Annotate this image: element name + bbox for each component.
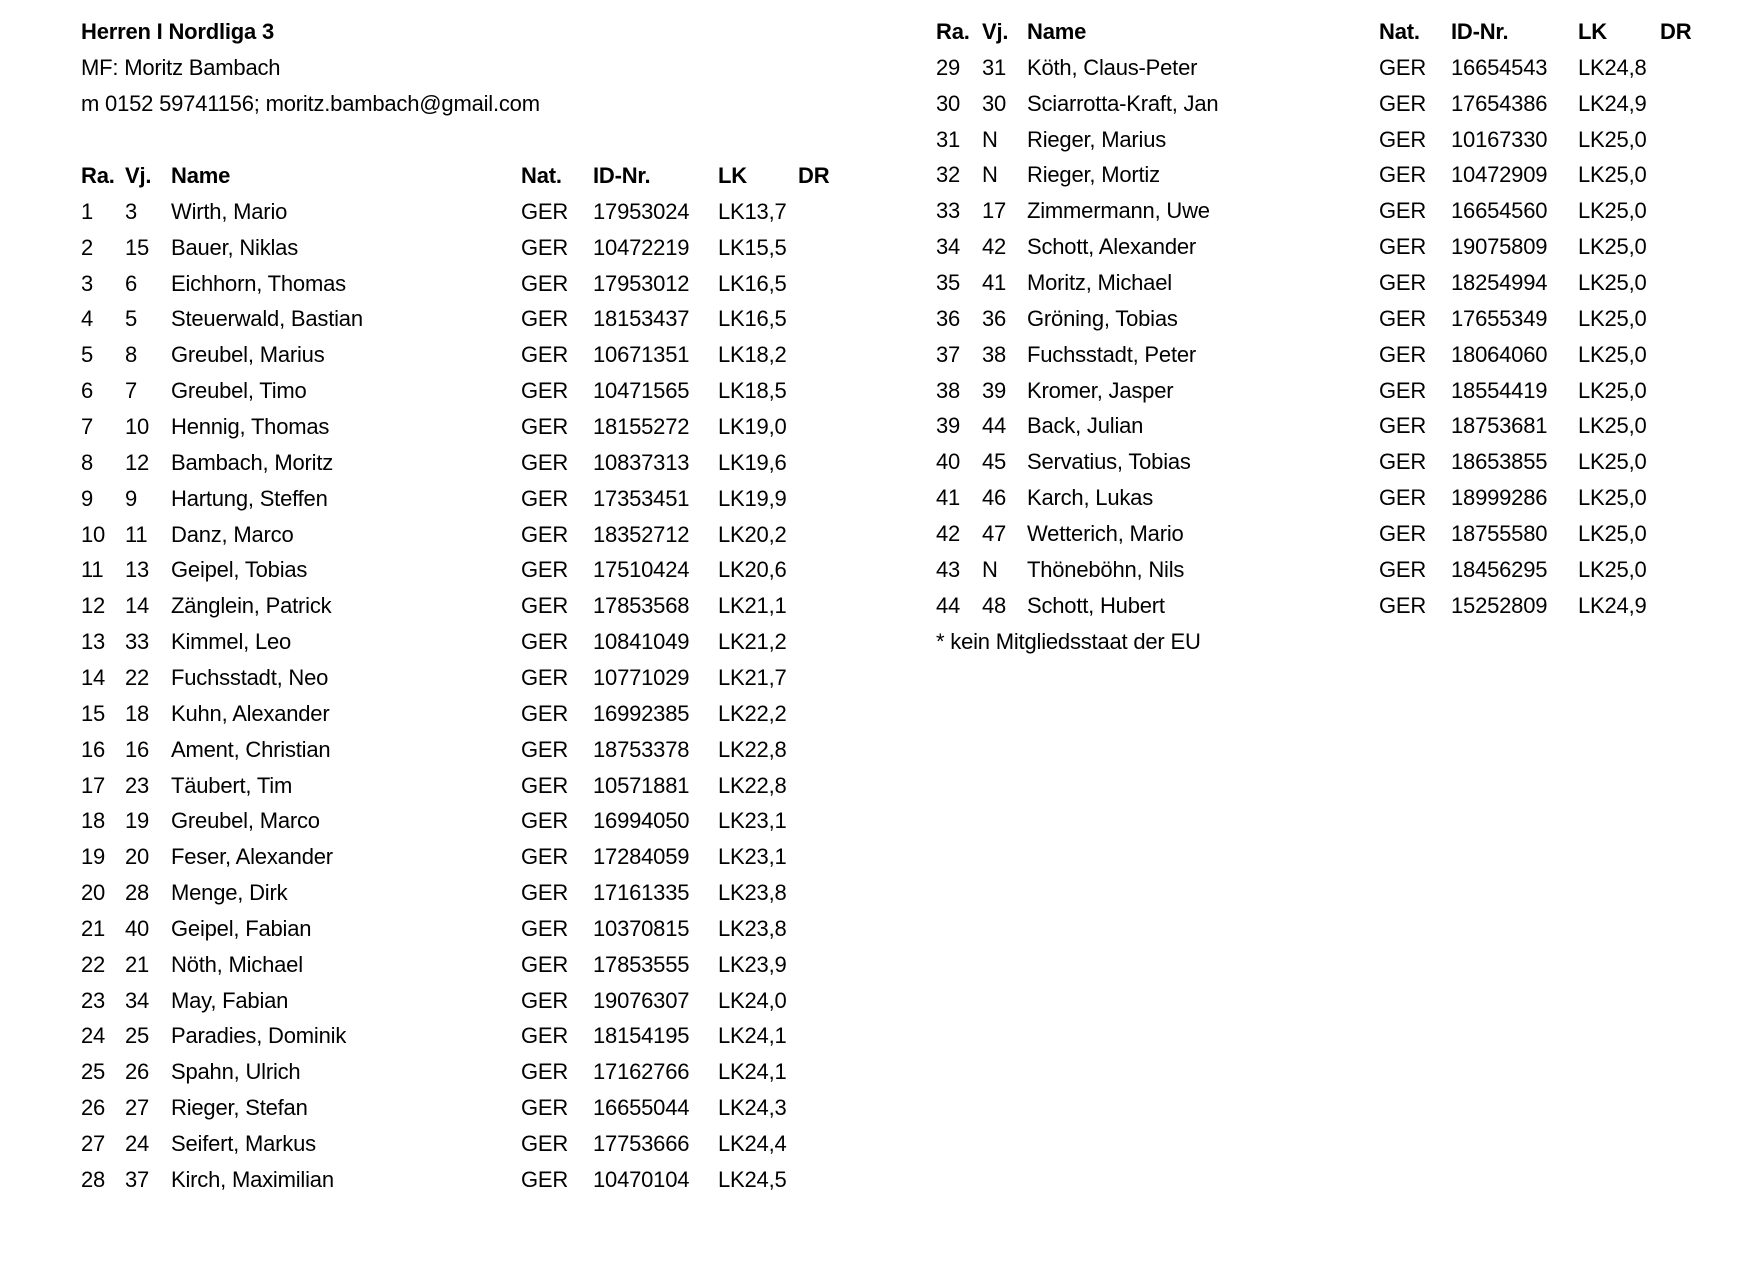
player-id: 18554419	[1451, 377, 1548, 403]
player-lk: LK24,4	[718, 1131, 787, 1156]
player-prev-year: 11	[125, 521, 148, 547]
player-prev-year: 17	[982, 198, 1007, 224]
player-rank: 24	[81, 1023, 106, 1049]
player-id: 17284059	[593, 844, 690, 870]
player-rank: 14	[81, 664, 106, 690]
team-title: Herren I Nordliga 3	[81, 19, 275, 44]
player-id: 16992385	[593, 700, 690, 726]
player-nationality: GER	[521, 808, 569, 834]
player-rank: 26	[81, 1095, 106, 1121]
player-rank: 12	[81, 593, 106, 619]
player-name: Köth, Claus-Peter	[1027, 54, 1198, 80]
player-nationality: GER	[521, 593, 569, 619]
player-lk: LK25,0	[1578, 485, 1647, 511]
footnote: * kein Mitgliedsstaat der EU	[936, 628, 1201, 654]
player-name: Karch, Lukas	[1027, 485, 1154, 511]
player-rank: 6	[81, 378, 94, 404]
player-id: 16654560	[1451, 198, 1548, 224]
player-prev-year: 33	[125, 629, 150, 655]
player-rank: 27	[81, 1131, 106, 1156]
player-prev-year: 9	[125, 485, 138, 511]
player-nationality: GER	[521, 772, 569, 798]
player-prev-year: 21	[125, 951, 150, 977]
player-name: Wetterich, Mario	[1027, 520, 1184, 546]
player-name: Schott, Alexander	[1027, 234, 1197, 260]
player-lk: LK25,0	[1578, 413, 1647, 439]
player-prev-year: 39	[982, 377, 1007, 403]
header-name: Name	[1027, 19, 1087, 44]
player-lk: LK22,8	[718, 736, 787, 762]
player-nationality: GER	[521, 664, 569, 690]
player-nationality: GER	[521, 951, 569, 977]
player-rank: 29	[936, 54, 961, 80]
player-rank: 20	[81, 880, 106, 905]
player-nationality: GER	[1379, 485, 1427, 511]
player-id: 18456295	[1451, 556, 1548, 582]
player-lk: LK19,9	[718, 485, 787, 511]
player-prev-year: 38	[982, 341, 1007, 367]
player-name: Greubel, Marius	[171, 342, 325, 368]
player-rank: 17	[81, 772, 106, 798]
player-lk: LK23,1	[718, 844, 787, 870]
player-lk: LK21,7	[718, 664, 787, 690]
player-nationality: GER	[1379, 90, 1427, 116]
player-name: Menge, Dirk	[171, 880, 288, 905]
player-name: Kuhn, Alexander	[171, 700, 330, 726]
player-id: 17853568	[593, 593, 690, 619]
player-lk: LK24,9	[1578, 592, 1647, 618]
player-id: 10771029	[593, 664, 690, 690]
player-prev-year: 5	[125, 306, 138, 332]
player-id: 18352712	[593, 521, 690, 547]
player-nationality: GER	[521, 736, 569, 762]
player-id: 17162766	[593, 1059, 690, 1085]
player-prev-year: 16	[125, 736, 150, 762]
player-name: Bambach, Moritz	[171, 449, 334, 475]
player-lk: LK24,3	[718, 1095, 787, 1121]
player-lk: LK24,8	[1578, 54, 1647, 80]
player-id: 17353451	[593, 485, 690, 511]
player-nationality: GER	[521, 1166, 569, 1192]
player-id: 18064060	[1451, 341, 1548, 367]
player-id: 18753681	[1451, 413, 1548, 439]
player-rank: 2	[81, 234, 94, 260]
player-prev-year: 27	[125, 1095, 150, 1121]
player-lk: LK23,8	[718, 880, 787, 905]
header-name: Name	[171, 163, 231, 188]
player-nationality: GER	[1379, 270, 1427, 295]
player-name: Back, Julian	[1027, 413, 1144, 439]
player-nationality: GER	[521, 700, 569, 726]
player-nationality: GER	[521, 521, 569, 547]
player-nationality: GER	[1379, 54, 1427, 80]
player-id: 17953024	[593, 198, 690, 224]
player-nationality: GER	[521, 915, 569, 941]
player-name: Zimmermann, Uwe	[1027, 198, 1210, 224]
player-rank: 15	[81, 700, 106, 726]
player-name: Rieger, Stefan	[171, 1095, 308, 1121]
player-lk: LK25,0	[1578, 126, 1647, 152]
player-id: 19076307	[593, 987, 690, 1013]
player-nationality: GER	[1379, 341, 1427, 367]
player-prev-year: 6	[125, 270, 138, 296]
player-nationality: GER	[521, 1059, 569, 1085]
player-name: Greubel, Timo	[171, 378, 307, 404]
player-prev-year: 28	[125, 880, 150, 905]
player-name: Kirch, Maximilian	[171, 1166, 334, 1192]
header-prev-year: Vj.	[125, 163, 152, 188]
player-name: Kimmel, Leo	[171, 629, 292, 655]
player-prev-year: 15	[125, 234, 150, 260]
player-rank: 18	[81, 808, 106, 834]
player-id: 16654543	[1451, 54, 1548, 80]
player-prev-year: N	[982, 556, 998, 582]
player-rank: 19	[81, 844, 106, 870]
player-name: Rieger, Mortiz	[1027, 162, 1160, 188]
player-prev-year: 34	[125, 987, 150, 1013]
player-rank: 33	[936, 198, 961, 224]
captain-contact: m 0152 59741156; moritz.bambach@gmail.com	[81, 91, 540, 116]
player-rank: 40	[936, 449, 961, 475]
player-prev-year: 13	[125, 557, 150, 583]
player-rank: 32	[936, 162, 961, 188]
player-prev-year: 3	[125, 198, 138, 224]
player-rank: 23	[81, 987, 106, 1013]
player-prev-year: N	[982, 162, 998, 188]
player-lk: LK23,1	[718, 808, 787, 834]
player-rank: 30	[936, 90, 961, 116]
player-nationality: GER	[1379, 162, 1427, 188]
player-lk: LK13,7	[718, 198, 787, 224]
player-prev-year: 42	[982, 234, 1007, 260]
header-prev-year: Vj.	[982, 19, 1009, 44]
player-name: Thöneböhn, Nils	[1027, 556, 1185, 582]
player-nationality: GER	[521, 844, 569, 870]
player-prev-year: 37	[125, 1166, 150, 1192]
player-rank: 13	[81, 629, 106, 655]
player-name: Feser, Alexander	[171, 844, 333, 870]
player-nationality: GER	[521, 198, 569, 224]
player-prev-year: 8	[125, 342, 138, 368]
header-nationality: Nat.	[521, 163, 562, 188]
player-name: Zänglein, Patrick	[171, 593, 332, 619]
player-prev-year: 14	[125, 593, 150, 619]
player-lk: LK25,0	[1578, 305, 1647, 331]
player-rank: 39	[936, 413, 961, 439]
player-nationality: GER	[521, 485, 569, 511]
player-prev-year: 23	[125, 772, 150, 798]
player-id: 10167330	[1451, 126, 1548, 152]
player-name: Wirth, Mario	[171, 198, 288, 224]
player-prev-year: 47	[982, 520, 1007, 546]
player-prev-year: 18	[125, 700, 150, 726]
player-nationality: GER	[1379, 377, 1427, 403]
player-id: 18153437	[593, 306, 690, 332]
player-lk: LK16,5	[718, 270, 787, 296]
player-lk: LK24,9	[1578, 90, 1647, 116]
player-lk: LK22,2	[718, 700, 787, 726]
player-rank: 37	[936, 341, 961, 367]
player-prev-year: 26	[125, 1059, 150, 1085]
player-name: Kromer, Jasper	[1027, 377, 1174, 403]
player-nationality: GER	[1379, 449, 1427, 475]
player-prev-year: 36	[982, 305, 1007, 331]
player-lk: LK20,2	[718, 521, 787, 547]
player-nationality: GER	[521, 270, 569, 296]
player-id: 10471565	[593, 378, 690, 404]
player-lk: LK25,0	[1578, 449, 1647, 475]
player-lk: LK25,0	[1578, 556, 1647, 582]
player-lk: LK25,0	[1578, 234, 1647, 260]
player-nationality: GER	[1379, 198, 1427, 224]
header-dr: DR	[1660, 19, 1692, 44]
player-rank: 1	[81, 198, 94, 224]
player-id: 18653855	[1451, 449, 1548, 475]
header-lk: LK	[1578, 19, 1607, 44]
player-prev-year: 44	[982, 413, 1007, 439]
player-id: 18254994	[1451, 270, 1548, 295]
player-rank: 9	[81, 485, 94, 511]
player-name: Fuchsstadt, Neo	[171, 664, 329, 690]
player-name: Servatius, Tobias	[1027, 449, 1191, 475]
header-id: ID-Nr.	[1451, 19, 1509, 44]
player-nationality: GER	[1379, 520, 1427, 546]
player-lk: LK19,6	[718, 449, 787, 475]
player-nationality: GER	[521, 234, 569, 260]
player-lk: LK21,1	[718, 593, 787, 619]
player-id: 17953012	[593, 270, 690, 296]
player-nationality: GER	[1379, 413, 1427, 439]
player-rank: 28	[81, 1166, 106, 1192]
player-id: 17655349	[1451, 305, 1548, 331]
player-prev-year: 20	[125, 844, 150, 870]
player-lk: LK21,2	[718, 629, 787, 655]
player-name: Eichhorn, Thomas	[171, 270, 346, 296]
player-rank: 41	[936, 485, 961, 511]
player-nationality: GER	[521, 378, 569, 404]
player-id: 10837313	[593, 449, 690, 475]
header-id: ID-Nr.	[593, 163, 651, 188]
header-lk: LK	[718, 163, 747, 188]
player-lk: LK15,5	[718, 234, 787, 260]
player-id: 10472219	[593, 234, 690, 260]
player-nationality: GER	[1379, 556, 1427, 582]
player-nationality: GER	[1379, 126, 1427, 152]
player-name: Greubel, Marco	[171, 808, 320, 834]
player-nationality: GER	[521, 987, 569, 1013]
player-id: 10472909	[1451, 162, 1548, 188]
player-rank: 36	[936, 305, 961, 331]
player-lk: LK24,0	[718, 987, 787, 1013]
player-nationality: GER	[521, 414, 569, 439]
player-prev-year: 48	[982, 592, 1007, 618]
player-rank: 8	[81, 449, 94, 475]
player-prev-year: 40	[125, 915, 150, 941]
player-lk: LK25,0	[1578, 341, 1647, 367]
player-id: 17510424	[593, 557, 690, 583]
player-name: Hartung, Steffen	[171, 485, 328, 511]
player-name: Seifert, Markus	[171, 1131, 316, 1156]
player-lk: LK24,1	[718, 1059, 787, 1085]
player-lk: LK23,8	[718, 915, 787, 941]
player-lk: LK25,0	[1578, 270, 1647, 295]
player-lk: LK25,0	[1578, 198, 1647, 224]
player-rank: 34	[936, 234, 961, 260]
player-name: Geipel, Fabian	[171, 915, 312, 941]
player-nationality: GER	[521, 342, 569, 368]
player-name: Rieger, Marius	[1027, 126, 1167, 152]
player-id: 10370815	[593, 915, 690, 941]
team-captain: MF: Moritz Bambach	[81, 55, 281, 80]
player-rank: 21	[81, 915, 106, 941]
player-prev-year: 24	[125, 1131, 150, 1156]
player-id: 18155272	[593, 414, 690, 439]
player-id: 10470104	[593, 1166, 690, 1192]
player-rank: 3	[81, 270, 94, 296]
player-prev-year: 41	[982, 270, 1007, 295]
player-lk: LK25,0	[1578, 520, 1647, 546]
player-prev-year: 10	[125, 414, 150, 439]
player-nationality: GER	[521, 1131, 569, 1156]
player-name: Fuchsstadt, Peter	[1027, 341, 1197, 367]
player-id: 10571881	[593, 772, 690, 798]
player-lk: LK22,8	[718, 772, 787, 798]
player-id: 16655044	[593, 1095, 690, 1121]
player-lk: LK23,9	[718, 951, 787, 977]
player-lk: LK18,5	[718, 378, 787, 404]
header-dr: DR	[798, 163, 830, 188]
player-nationality: GER	[521, 1095, 569, 1121]
player-prev-year: 19	[125, 808, 150, 834]
player-id: 18154195	[593, 1023, 690, 1049]
player-id: 17161335	[593, 880, 690, 905]
player-name: Sciarrotta-Kraft, Jan	[1027, 90, 1219, 116]
player-name: Geipel, Tobias	[171, 557, 308, 583]
player-name: Nöth, Michael	[171, 951, 303, 977]
player-lk: LK25,0	[1578, 162, 1647, 188]
player-name: Danz, Marco	[171, 521, 294, 547]
player-rank: 43	[936, 556, 961, 582]
player-nationality: GER	[521, 449, 569, 475]
player-prev-year: 12	[125, 449, 150, 475]
player-name: Gröning, Tobias	[1027, 305, 1178, 331]
player-prev-year: 31	[982, 54, 1007, 80]
player-id: 17753666	[593, 1131, 690, 1156]
player-prev-year: 25	[125, 1023, 150, 1049]
player-nationality: GER	[521, 880, 569, 905]
player-lk: LK16,5	[718, 306, 787, 332]
header-nationality: Nat.	[1379, 19, 1420, 44]
player-nationality: GER	[1379, 234, 1427, 260]
player-name: Hennig, Thomas	[171, 414, 330, 439]
player-id: 15252809	[1451, 592, 1548, 618]
player-id: 10841049	[593, 629, 690, 655]
player-nationality: GER	[521, 557, 569, 583]
player-rank: 7	[81, 414, 94, 439]
player-rank: 42	[936, 520, 961, 546]
player-rank: 5	[81, 342, 94, 368]
player-name: Schott, Hubert	[1027, 592, 1165, 618]
player-lk: LK24,5	[718, 1166, 787, 1192]
player-id: 17853555	[593, 951, 690, 977]
player-nationality: GER	[521, 629, 569, 655]
player-id: 18755580	[1451, 520, 1548, 546]
player-lk: LK24,1	[718, 1023, 787, 1049]
player-rank: 22	[81, 951, 106, 977]
player-name: Bauer, Niklas	[171, 234, 299, 260]
player-name: Moritz, Michael	[1027, 270, 1172, 295]
player-name: Paradies, Dominik	[171, 1023, 347, 1049]
player-prev-year: 22	[125, 664, 150, 690]
player-name: Täubert, Tim	[171, 772, 293, 798]
player-name: May, Fabian	[171, 987, 289, 1013]
player-nationality: GER	[1379, 305, 1427, 331]
player-id: 17654386	[1451, 90, 1548, 116]
player-prev-year: 46	[982, 485, 1007, 511]
player-name: Steuerwald, Bastian	[171, 306, 363, 332]
player-id: 16994050	[593, 808, 690, 834]
header-rank: Ra.	[81, 163, 115, 188]
player-rank: 35	[936, 270, 961, 295]
player-rank: 11	[81, 557, 104, 583]
player-id: 10671351	[593, 342, 690, 368]
player-prev-year: 7	[125, 378, 138, 404]
player-prev-year: 45	[982, 449, 1007, 475]
player-lk: LK20,6	[718, 557, 787, 583]
player-rank: 44	[936, 592, 961, 618]
player-nationality: GER	[521, 306, 569, 332]
player-id: 19075809	[1451, 234, 1548, 260]
player-rank: 25	[81, 1059, 106, 1085]
player-prev-year: 30	[982, 90, 1007, 116]
player-nationality: GER	[521, 1023, 569, 1049]
player-id: 18753378	[593, 736, 690, 762]
player-id: 18999286	[1451, 485, 1548, 511]
player-rank: 31	[936, 126, 961, 152]
player-rank: 4	[81, 306, 94, 332]
player-lk: LK25,0	[1578, 377, 1647, 403]
player-prev-year: N	[982, 126, 998, 152]
player-name: Spahn, Ulrich	[171, 1059, 301, 1085]
player-name: Ament, Christian	[171, 736, 331, 762]
player-lk: LK19,0	[718, 414, 787, 439]
player-rank: 16	[81, 736, 106, 762]
player-rank: 38	[936, 377, 961, 403]
player-nationality: GER	[1379, 592, 1427, 618]
player-lk: LK18,2	[718, 342, 787, 368]
player-rank: 10	[81, 521, 106, 547]
header-rank: Ra.	[936, 19, 970, 44]
